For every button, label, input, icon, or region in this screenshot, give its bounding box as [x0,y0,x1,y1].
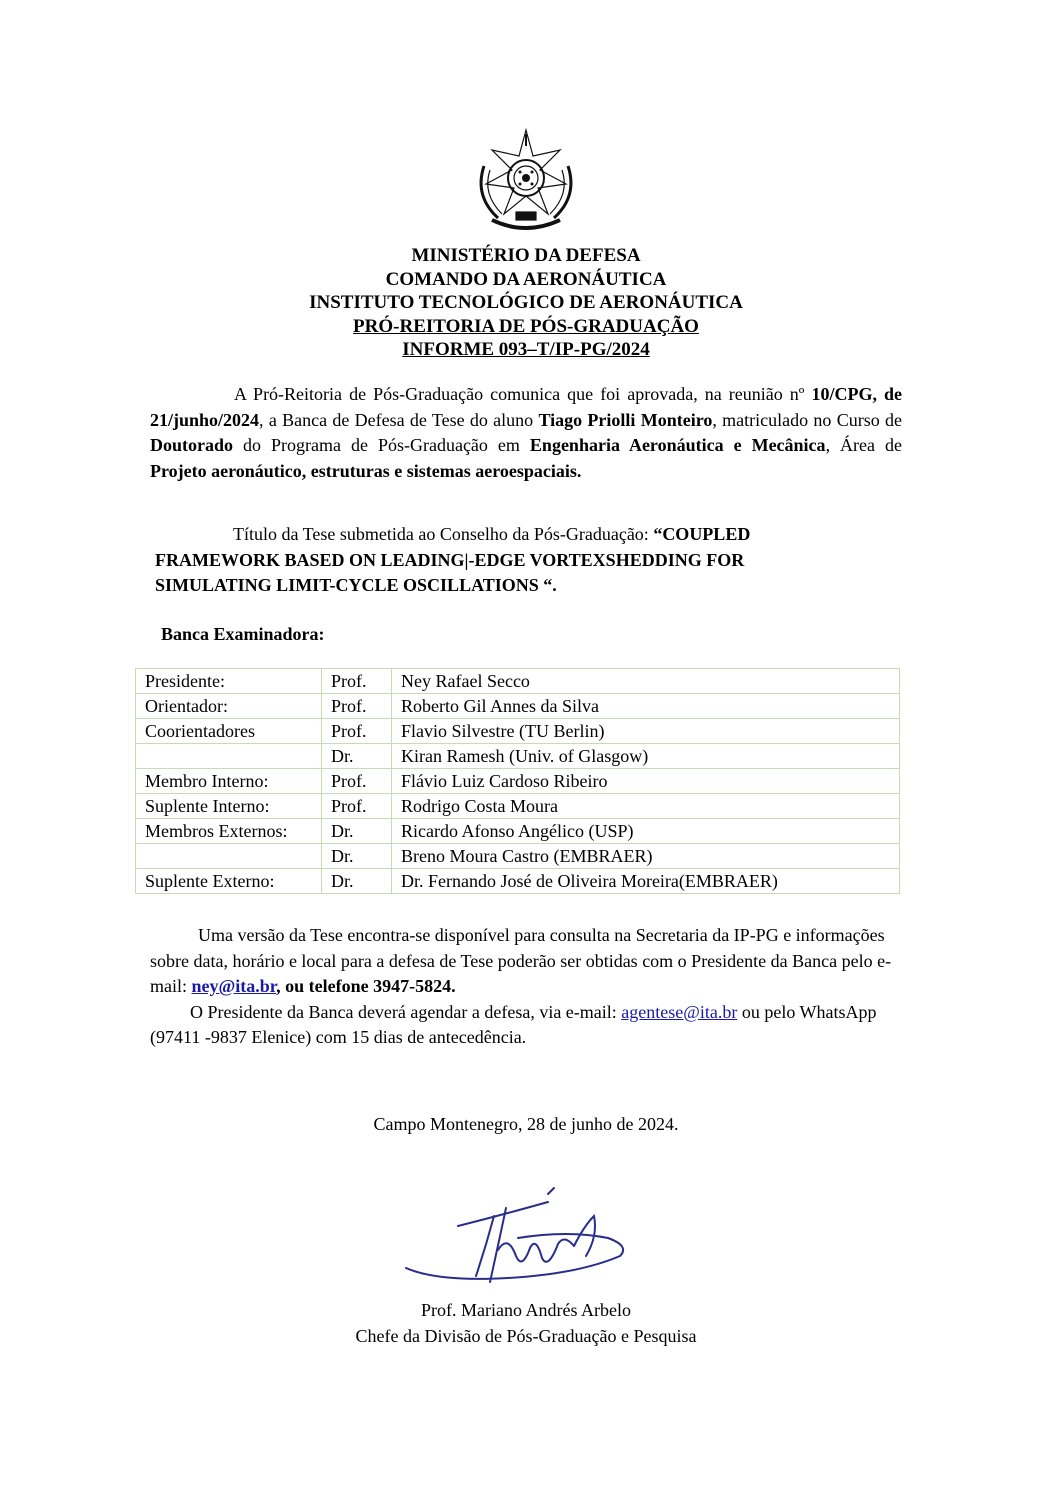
table-row [136,744,900,769]
member-name: Rodrigo Costa Moura [392,794,900,819]
member-name: Ricardo Afonso Angélico (USP) [392,819,900,844]
member-name: Ney Rafael Secco [392,669,900,694]
member-title: Prof. [322,669,392,694]
member-title: Prof. [322,694,392,719]
header-institute: INSTITUTO TECNOLÓGICO DE AERONÁUTICA [309,292,743,313]
signer-block [0,1298,1052,1349]
member-name: Flávio Luiz Cardoso Ribeiro [392,769,900,794]
thesis-title-prefix: Título da Tese submetida ao Conselho da Pós-Graduação: [233,524,654,544]
thesis-title-line2: FRAMEWORK BASED ON LEADING|-EDGE VORTEXSHEDDING FOR [155,549,745,570]
thesis-title-block [155,522,915,599]
header-ministry: MINISTÉRIO DA DEFESA [411,245,641,266]
member-title: Dr. [322,869,392,894]
member-role: Suplente Externo: [136,869,322,894]
member-name: Breno Moura Castro (EMBRAER) [392,844,900,869]
member-name: Flavio Silvestre (TU Berlin) [392,719,900,744]
member-name: Dr. Fernando José de Oliveira Moreira(EMBRAER) [392,869,900,894]
member-title: Prof. [322,769,392,794]
table-row [136,719,900,744]
member-role: Orientador: [136,694,322,719]
table-row [136,869,900,894]
examining-board-table [135,668,900,894]
table-row [136,769,900,794]
member-title: Prof. [322,794,392,819]
member-role [136,744,322,769]
member-role [136,844,322,869]
table-row [136,669,900,694]
signer-role: Chefe da Divisão de Pós-Graduação e Pesquisa [355,1325,697,1346]
signer-name: Prof. Mariano Andrés Arbelo [421,1300,631,1320]
place-and-date: Campo Montenegro, 28 de junho de 2024. [373,1114,679,1134]
handwritten-signature [398,1186,634,1292]
banca-heading: Banca Examinadora: [161,624,325,644]
member-name: Kiran Ramesh (Univ. of Glasgow) [392,744,900,769]
member-role: Membro Interno: [136,769,322,794]
member-role: Suplente Interno: [136,794,322,819]
scheduling-email-link[interactable]: agentese@ita.br [621,1001,738,1022]
table-row [136,844,900,869]
thesis-title-line3: SIMULATING LIMIT-CYCLE OSCILLATIONS “. [155,575,557,595]
president-email-link[interactable]: ney@ita.br [191,976,277,996]
table-row [136,819,900,844]
intro-paragraph: A Pró-Reitoria de Pós-Graduação comunica que foi aprovada, na reunião nº 10/CPG, de 21/junho/2024, a Banca de Defesa de Tese do aluno Tiago Priolli Monteiro, matriculado no Curso de Doutorado do Programa de Pós-Graduação em Engenharia Aeronáutica e Mecânica, Área de Projeto aeronáutico, estruturas e sistemas aeroespaciais. [150,384,903,481]
member-title: Dr. [322,819,392,844]
table-row [136,694,900,719]
member-title: Dr. [322,744,392,769]
member-title: Prof. [322,719,392,744]
header-pro-rectory: PRÓ-REITORIA DE PÓS-GRADUAÇÃO [353,315,699,337]
member-role: Membros Externos: [136,819,322,844]
member-name: Roberto Gil Annes da Silva [392,694,900,719]
member-title: Dr. [322,844,392,869]
thesis-title-line1: “COUPLED [653,524,751,544]
header-command: COMANDO DA AERONÁUTICA [385,268,667,290]
member-role: Coorientadores [136,719,322,744]
footer-paragraphs: Uma versão da Tese encontra-se disponível para consulta na Secretaria da IP-PG e informações sobre data, horário e local para a defesa de Tese poderão ser obtidas com o Presidente da Banca pelo e-mail: ney@ita.br, ou telefone 3947-5824. O Presidente da Banca deverá agendar a defesa, via e-mail: agentese@ita.br ou pelo WhatsApp (97411 -9837 Elenice) com 15 dias de antecedência. [150,925,892,1047]
table-row [136,794,900,819]
document-header [0,244,1052,362]
member-role: Presidente: [136,669,322,694]
header-report-number: INFORME 093–T/IP-PG/2024 [402,339,650,360]
coat-of-arms-seal [470,126,582,238]
